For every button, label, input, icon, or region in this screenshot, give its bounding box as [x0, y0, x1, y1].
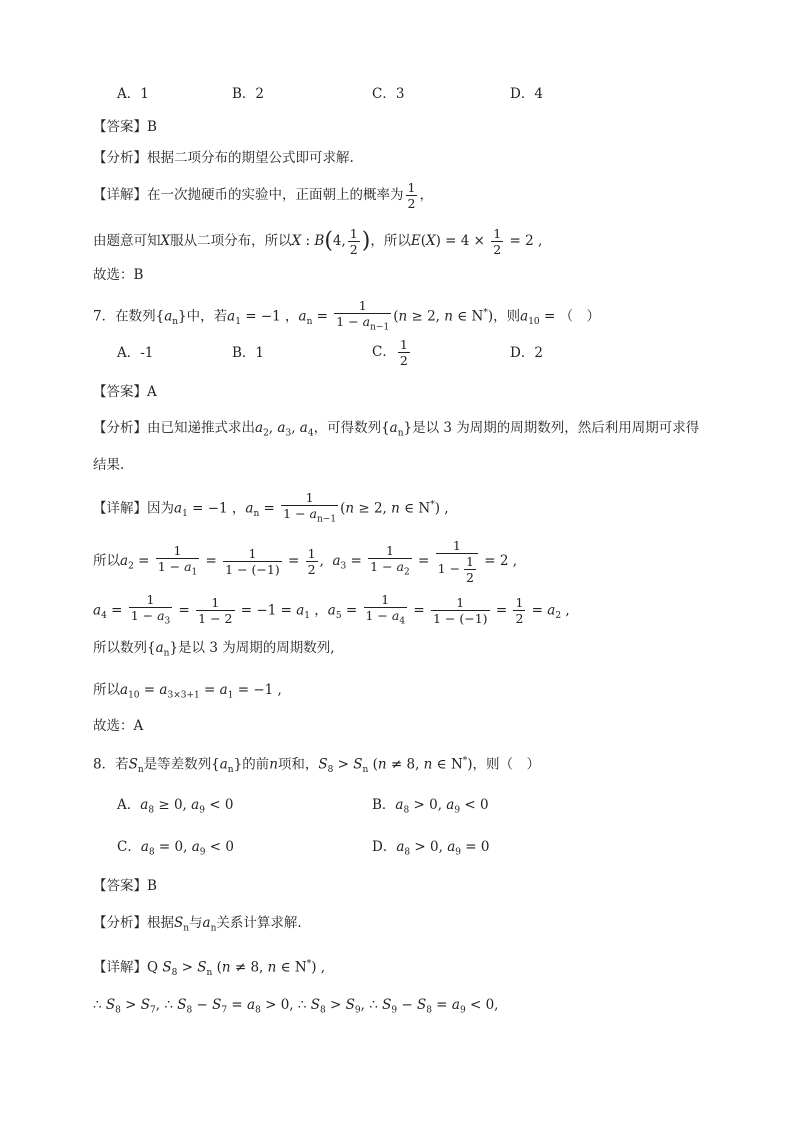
q8-detail: 【详解】Q $S_8 > S_n$ (n ≠ 8, n ∈ N*) ,	[93, 959, 326, 979]
q8-analysis: 【分析】根据$S_n$与$a_n$关系计算求解.	[93, 915, 302, 934]
q7-option-d: D．2	[510, 345, 543, 361]
q8-option-a: A．$a_8 \ge 0$, $a_9 < 0$	[117, 797, 234, 816]
q7-analysis: 【分析】由已知递推式求出$a_2$, $a_3$, $a_4$，可得数列$\{a_n\}$是以 3 为周期的周期数列，然后利用周期可求得	[93, 420, 700, 439]
q7-analysis-cont: 结果.	[93, 457, 125, 473]
q7-detail-a4a5: $a_4$ = $\frac{1}{1 - a_3}$ = $\frac{1}{1 - 2}$ = $-1 = a_1$ ，$a_5$ = $\frac{1}{1 - a_4}$ = $\frac{1}{1 - (-1)}$ = $\frac{1}{2}$ = $a_2$ ,	[93, 592, 570, 627]
q6-option-d: D．4	[510, 86, 543, 102]
q7-option-c: C． $\frac{1}{2}$	[372, 337, 408, 368]
q8-detail-line2: ∴ $S_8 > S_7$, ∴ $S_8 - S_7 = a_8 > 0$, ∴ $S_8 > S_9$, ∴ $S_9 - S_8 = a_9 < 0$,	[93, 997, 499, 1016]
q7-conclusion: 故选：A	[93, 718, 144, 734]
q6-analysis: 【分析】根据二项分布的期望公式即可求解.	[93, 150, 354, 166]
q8-option-c: C．$a_8 = 0$, $a_9 < 0$	[117, 839, 234, 858]
q8-stem: 8．若$S_n$是等差数列$\{a_n\}$的前n项和，$S_8 > S_n$ (n ≠ 8, n ∈ N*)，则（ ）	[93, 756, 541, 776]
q7-detail-a10: 所以$a_{10} = a_{3\times 3+1} = a_1 = -1$ ,	[93, 682, 282, 701]
q7-option-b: B．1	[232, 345, 265, 361]
q8-option-b: B．$a_8 > 0$, $a_9 < 0$	[372, 797, 489, 816]
q8-option-d: D．$a_8 > 0$, $a_9 = 0$	[372, 839, 490, 858]
q7-detail-period: 所以数列$\{a_n\}$是以 3 为周期的周期数列,	[93, 640, 335, 659]
q6-detail: 【详解】在一次抛硬币的实验中，正面朝上的概率为 $\frac{1}{2}$ ，	[93, 180, 433, 211]
q7-stem: 7．在数列$\{a_n\}$中，若$a_1 = -1$ ，$a_n$ = $\frac{1}{1 - a_{n-1}}$ (n ≥ 2, n ∈ N*)，则$a_{10}$ = （ ）	[93, 298, 601, 333]
q7-detail: 【详解】因为$a_1 = -1$ ，$a_n$ = $\frac{1}{1 - a_{n-1}}$ (n ≥ 2, n ∈ N*) ,	[93, 490, 449, 525]
q7-option-a: A．-1	[117, 345, 154, 361]
q6-answer: 【答案】B	[93, 119, 157, 135]
q6-option-a: A．1	[117, 86, 149, 102]
q7-answer: 【答案】A	[93, 384, 157, 400]
q8-answer: 【答案】B	[93, 878, 157, 894]
q6-detail-line2: 由题意可知X服从二项分布，所以X : B(4, $\frac{1}{2}$ )，所以E(X) = 4 × $\frac{1}{2}$ = 2 ,	[93, 226, 543, 257]
q6-option-c: C．3	[372, 86, 405, 102]
q6-option-b: B．2	[232, 86, 265, 102]
q6-conclusion: 故选：B	[93, 267, 144, 283]
q7-detail-a2a3: 所以$a_2$ = $\frac{1}{1 - a_1}$ = $\frac{1}{1 - (-1)}$ = $\frac{1}{2}$ , $a_3$ = $\frac{1}{1 - a_2}$ = 1 1 − $\frac{1}{2}$ = 2 ,	[93, 538, 518, 585]
